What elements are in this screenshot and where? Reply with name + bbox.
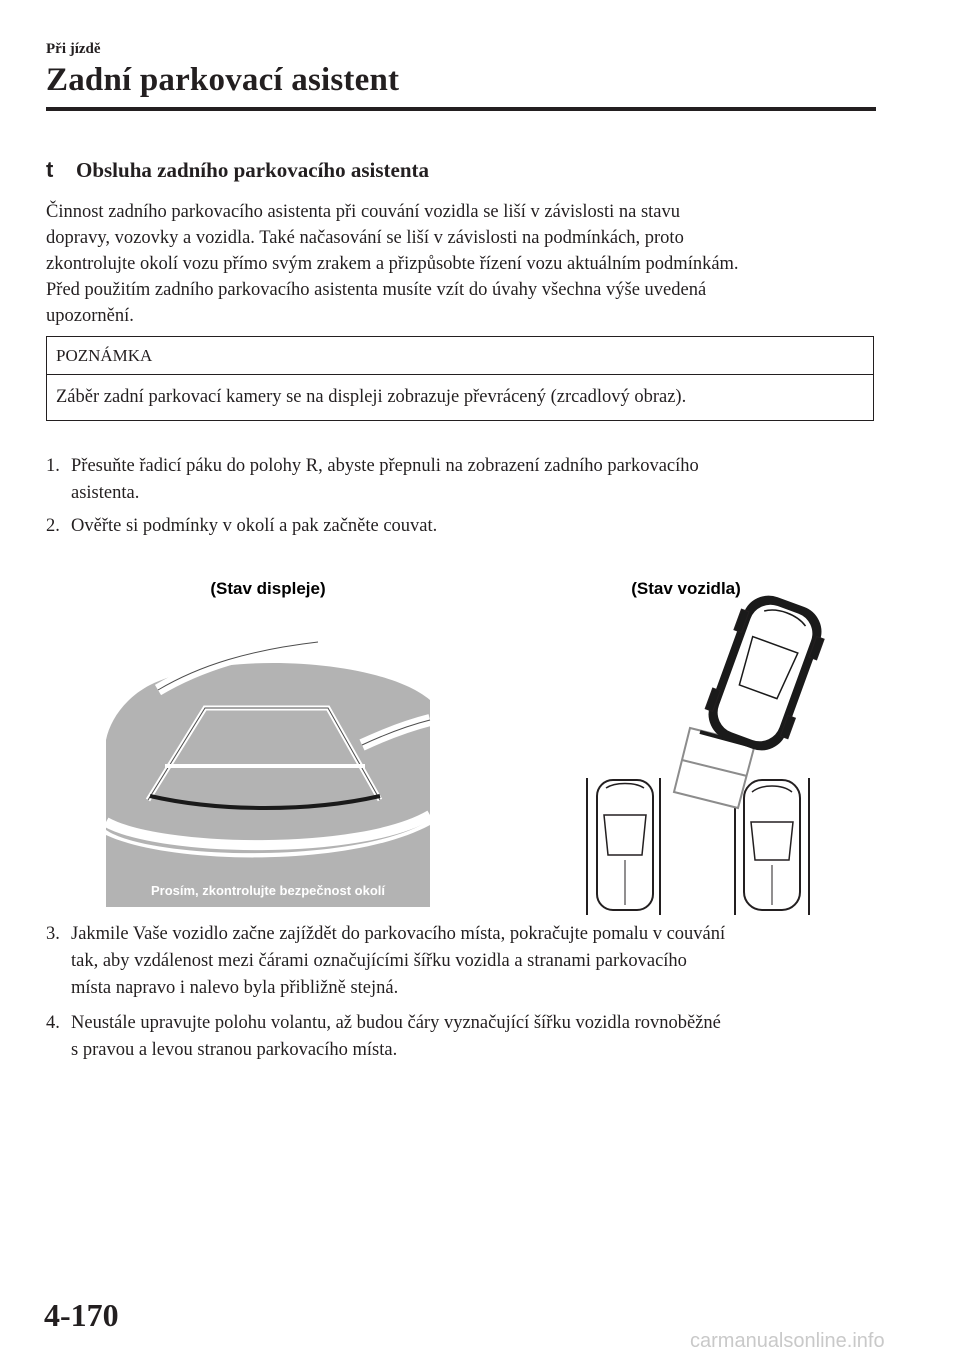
screen-warning-message: Prosím, zkontrolujte bezpečnost okolí [150, 883, 386, 898]
step-number: 1. [46, 456, 60, 476]
camera-display [106, 642, 430, 907]
note-text: Záběr zadní parkovací kamery se na displeji zobrazuje převrácený (zrcadlový obraz). [56, 387, 687, 407]
step-item [46, 513, 886, 540]
parked-car-icon [744, 780, 800, 910]
intro-line: dopravy, vozovky a vozidla. Také načasování se liší v závislosti na podmínkách, proto [46, 228, 684, 248]
step-line: Neustále upravujte polohu volantu, až budou čáry vyznačující šířku vozidla rovnoběžné [71, 1013, 721, 1033]
step-item [46, 1010, 886, 1064]
vehicle-caption: (Stav vozidla) [631, 579, 741, 598]
page-number: 4-170 [44, 1297, 119, 1333]
step-line: Ověřte si podmínky v okolí a pak začněte couvat. [71, 516, 438, 536]
intro-line: Činnost zadního parkovacího asistenta při couvání vozidla se liší v závislosti na stavu [46, 202, 681, 222]
note-heading: POZNÁMKA [47, 337, 873, 375]
step-line: Jakmile Vaše vozidlo začne zajíždět do parkovacího místa, pokračujte pomalu v couvání [71, 924, 726, 944]
step-line: asistenta. [71, 483, 140, 503]
section-heading [46, 157, 429, 183]
display-caption: (Stav displeje) [210, 579, 326, 598]
step-number: 2. [46, 516, 60, 536]
step-number: 4. [46, 1013, 60, 1033]
intro-line: upozornění. [46, 306, 134, 326]
intro-line: zkontrolujte okolí vozu přímo svým zrakem a přizpůsobte řízení vozu aktuálním podmínkám. [46, 254, 739, 274]
title-divider [46, 107, 876, 111]
section-heading-text: Obsluha zadního parkovacího asistenta [76, 158, 430, 182]
section-marker-icon: t [46, 157, 54, 182]
step-item [46, 453, 886, 507]
parking-illustration [0, 560, 960, 920]
watermark: carmanualsonline.info [690, 1330, 885, 1352]
reversing-car-icon [698, 587, 832, 758]
step-item [46, 921, 886, 1002]
step-number: 3. [46, 924, 60, 944]
page-title: Zadní parkovací asistent [46, 62, 400, 98]
parking-scene [587, 587, 832, 915]
breadcrumb: Při jízdě [46, 41, 101, 57]
step-line: s pravou a levou stranou parkovacího místa. [71, 1040, 398, 1060]
parked-car-icon [597, 780, 653, 910]
intro-paragraph [46, 199, 881, 329]
step-line: místa napravo i nalevo byla přibližně stejná. [71, 978, 399, 998]
step-line: tak, aby vzdálenost mezi čárami označujícími šířku vozidla a stranami parkovacího [71, 951, 687, 971]
intro-line: Před použitím zadního parkovacího asistenta musíte vzít do úvahy všechna výše uvedená [46, 280, 707, 300]
step-line: Přesuňte řadicí páku do polohy R, abyste přepnuli na zobrazení zadního parkovacího [71, 456, 699, 476]
note-box [46, 336, 874, 421]
